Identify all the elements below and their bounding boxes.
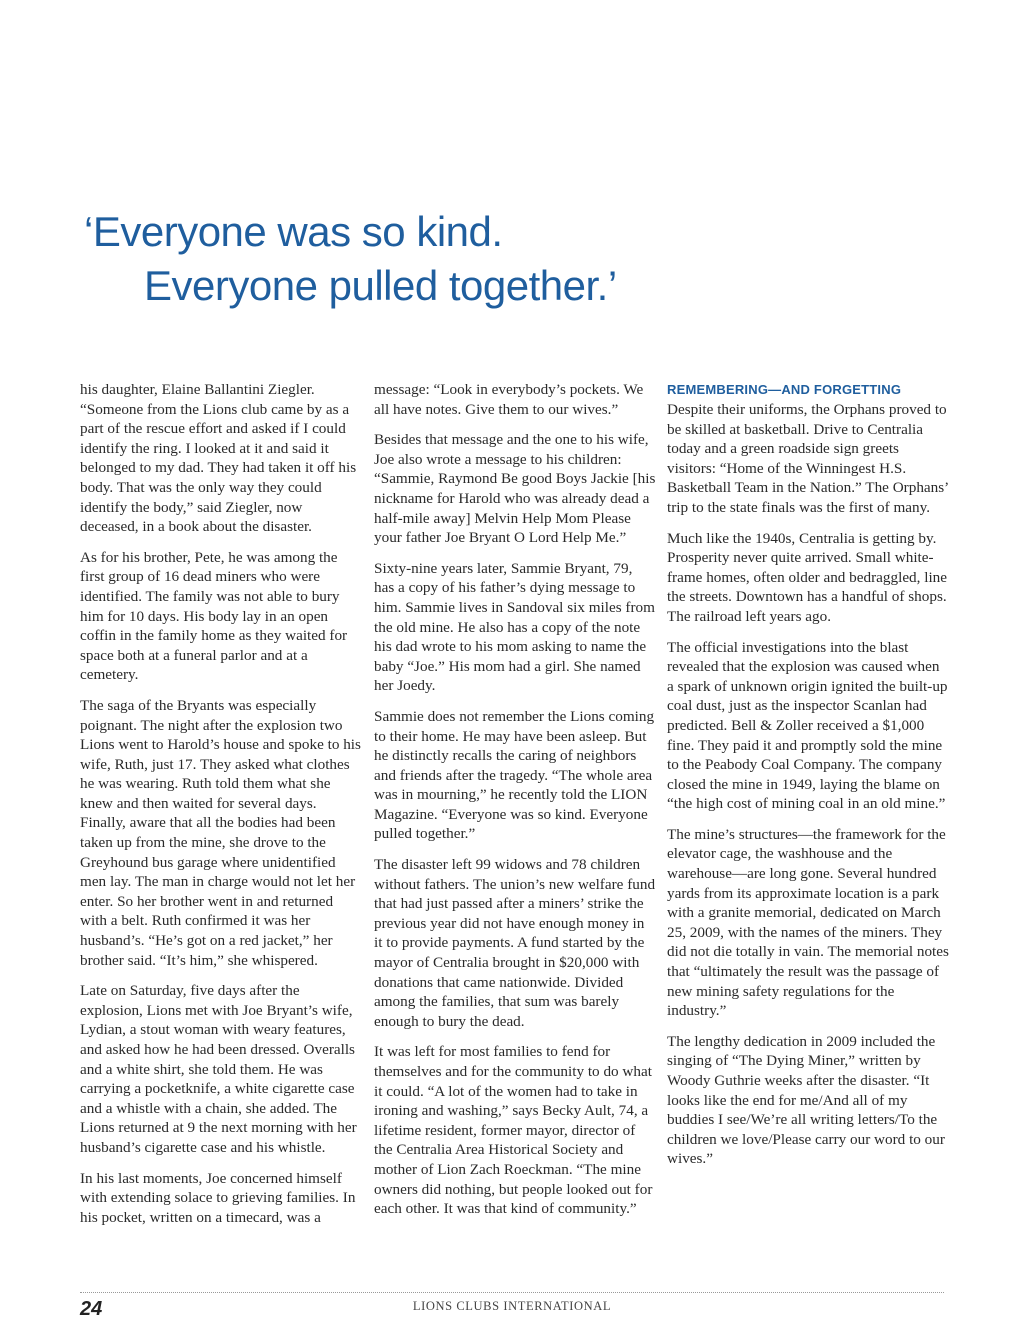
page-number: 24 — [80, 1298, 103, 1320]
paragraph: The disaster left 99 widows and 78 children without fathers. The union’s new welfare fund that had just passed after a miners’ strike the previous year did not have enough money in it to provide payments. A fund started by the mayor of Centralia brought in $20,000 with donations that came nationwide. Divided among the families, that sum was barely enough to bury the dead. — [374, 856, 656, 1030]
footer-divider — [80, 1292, 944, 1293]
article-column-2 — [374, 380, 656, 1230]
article-column-1 — [80, 380, 362, 1238]
paragraph: Late on Saturday, five days after the explosion, Lions met with Joe Bryant’s wife, Lydian, a stout woman with weary features, and asked how he had been dressed. Overalls and a white shirt, she told them. He was carrying a pocketknife, a white cigarette case and a whistle with a chain, she added. The Lions returned at 9 the next morning with her husband’s cigarette case and his whistle. — [80, 982, 357, 1156]
paragraph: As for his brother, Pete, he was among the first group of 16 dead miners who were identified. The family was not able to bury him for 10 days. His body lay in an open coffin in the family home as they waited for space both at a funeral parlor and at a cemetery. — [80, 548, 348, 684]
paragraph: his daughter, Elaine Ballantini Ziegler. “Someone from the Lions club came by as a part of the rescue effort and asked if I could identify the ring. I looked at it and said it belonged to my dad. They had taken it off his body. That was the only way they could identify the body,” said Ziegler, now deceased, in a book about the disaster. — [80, 381, 357, 536]
paragraph: Despite their uniforms, the Orphans proved to be skilled at basketball. Drive to Centralia today and a green roadside sign greets visitors: “Home of the Winningest H.S. Basketball Team in the Nation.” The Orphans’ trip to the state finals was the first of many. — [667, 401, 949, 516]
paragraph: Besides that message and the one to his wife, Joe also wrote a message to his children: “Sammie, Raymond Be good Boys Jackie [his nickname for Harold who was already dead a half-mile away] Melvin Help Mom Please your father Joe Bryant O Lord Help Me.” — [374, 431, 656, 547]
paragraph: The official investigations into the blast revealed that the explosion was caused when a spark of unknown origin ignited the built-up coal dust, just as the inspector Scanlan had predicted. Bell & Zoller received a $1,000 fine. They paid it and promptly sold the mine to the Peabody Coal Company. The company closed the mine in 1949, laying the blame on “the high cost of mining coal in an old mine.” — [667, 638, 948, 813]
paragraph: Sammie does not remember the Lions coming to their home. He may have been asleep. But he distinctly recalls the caring of neighbors and friends after the tragedy. “The whole area was in mourning,” he recently told the LION Magazine. “Everyone was so kind. Everyone pulled together.” — [374, 707, 655, 843]
pull-quote-line-1: ‘Everyone was so kind. — [84, 208, 503, 255]
paragraph: The lengthy dedication in 2009 included the singing of “The Dying Miner,” written by Woody Guthrie weeks after the disaster. “It looks like the end for me/And all of my buddies I see/We’re all writing letters/To the children we love/Please carry our word to our wives.” — [667, 1032, 945, 1168]
paragraph: It was left for most families to fend for themselves and for the community to do what it could. “A lot of the women had to take in ironing and washing,” says Becky Ault, 74, a lifetime resident, former mayor, director of the Centralia Area Historical Society and mother of Lion Zach Roeckman. “The mine owners did nothing, but people looked out for each other. It was that kind of community.” — [374, 1043, 653, 1218]
paragraph: The mine’s structures—the framework for the elevator cage, the washhouse and the warehouse—are long gone. Several hundred yards from its approximate location is a park with a granite memorial, dedicated on March 25, 2009, with the names of the miners. They did not die totally in vain. The memorial notes that “ultimately the result was the passage of new mining safety regulations for the industry.” — [667, 825, 949, 1020]
paragraph: Much like the 1940s, Centralia is getting by. Prosperity never quite arrived. Small white-frame homes, often older and bedraggled, line the streets. Downtown has a handful of shops. The railroad left years ago. — [667, 529, 948, 625]
article-column-3 — [667, 380, 949, 1180]
publication-name: LIONS CLUBS INTERNATIONAL — [412, 1299, 612, 1313]
section-heading: REMEMBERING—AND FORGETTING — [667, 382, 902, 397]
paragraph: Sixty-nine years later, Sammie Bryant, 79, has a copy of his father’s dying message to him. Sammie lives in Sandoval six miles from the old mine. He also has a copy of the note his dad wrote to his mom asking to name the baby “Joe.” His mom had a girl. She named her Joedy. — [374, 559, 655, 695]
pull-quote-line-2: Everyone pulled together.’ — [144, 262, 617, 309]
paragraph: message: “Look in everybody’s pockets. We all have notes. Give them to our wives.” — [374, 381, 644, 418]
paragraph: In his last moments, Joe concerned himself with extending solace to grieving families. In his pocket, written on a timecard, was a — [80, 1169, 356, 1226]
paragraph: The saga of the Bryants was especially poignant. The night after the explosion two Lions went to Harold’s house and spoke to his wife, Ruth, just 17. They asked what clothes he was wearing. Ruth told them what she knew and then waited for several days. Finally, aware that all the bodies had been taken up from the mine, she drove to the Greyhound bus garage where unidentified men lay. The man in charge would not let her enter. So her brother went in and returned with a belt. Ruth confirmed it was her husband’s. “He’s got on a red jacket,” her brother said. “It’s him,” she whispered. — [80, 696, 361, 969]
